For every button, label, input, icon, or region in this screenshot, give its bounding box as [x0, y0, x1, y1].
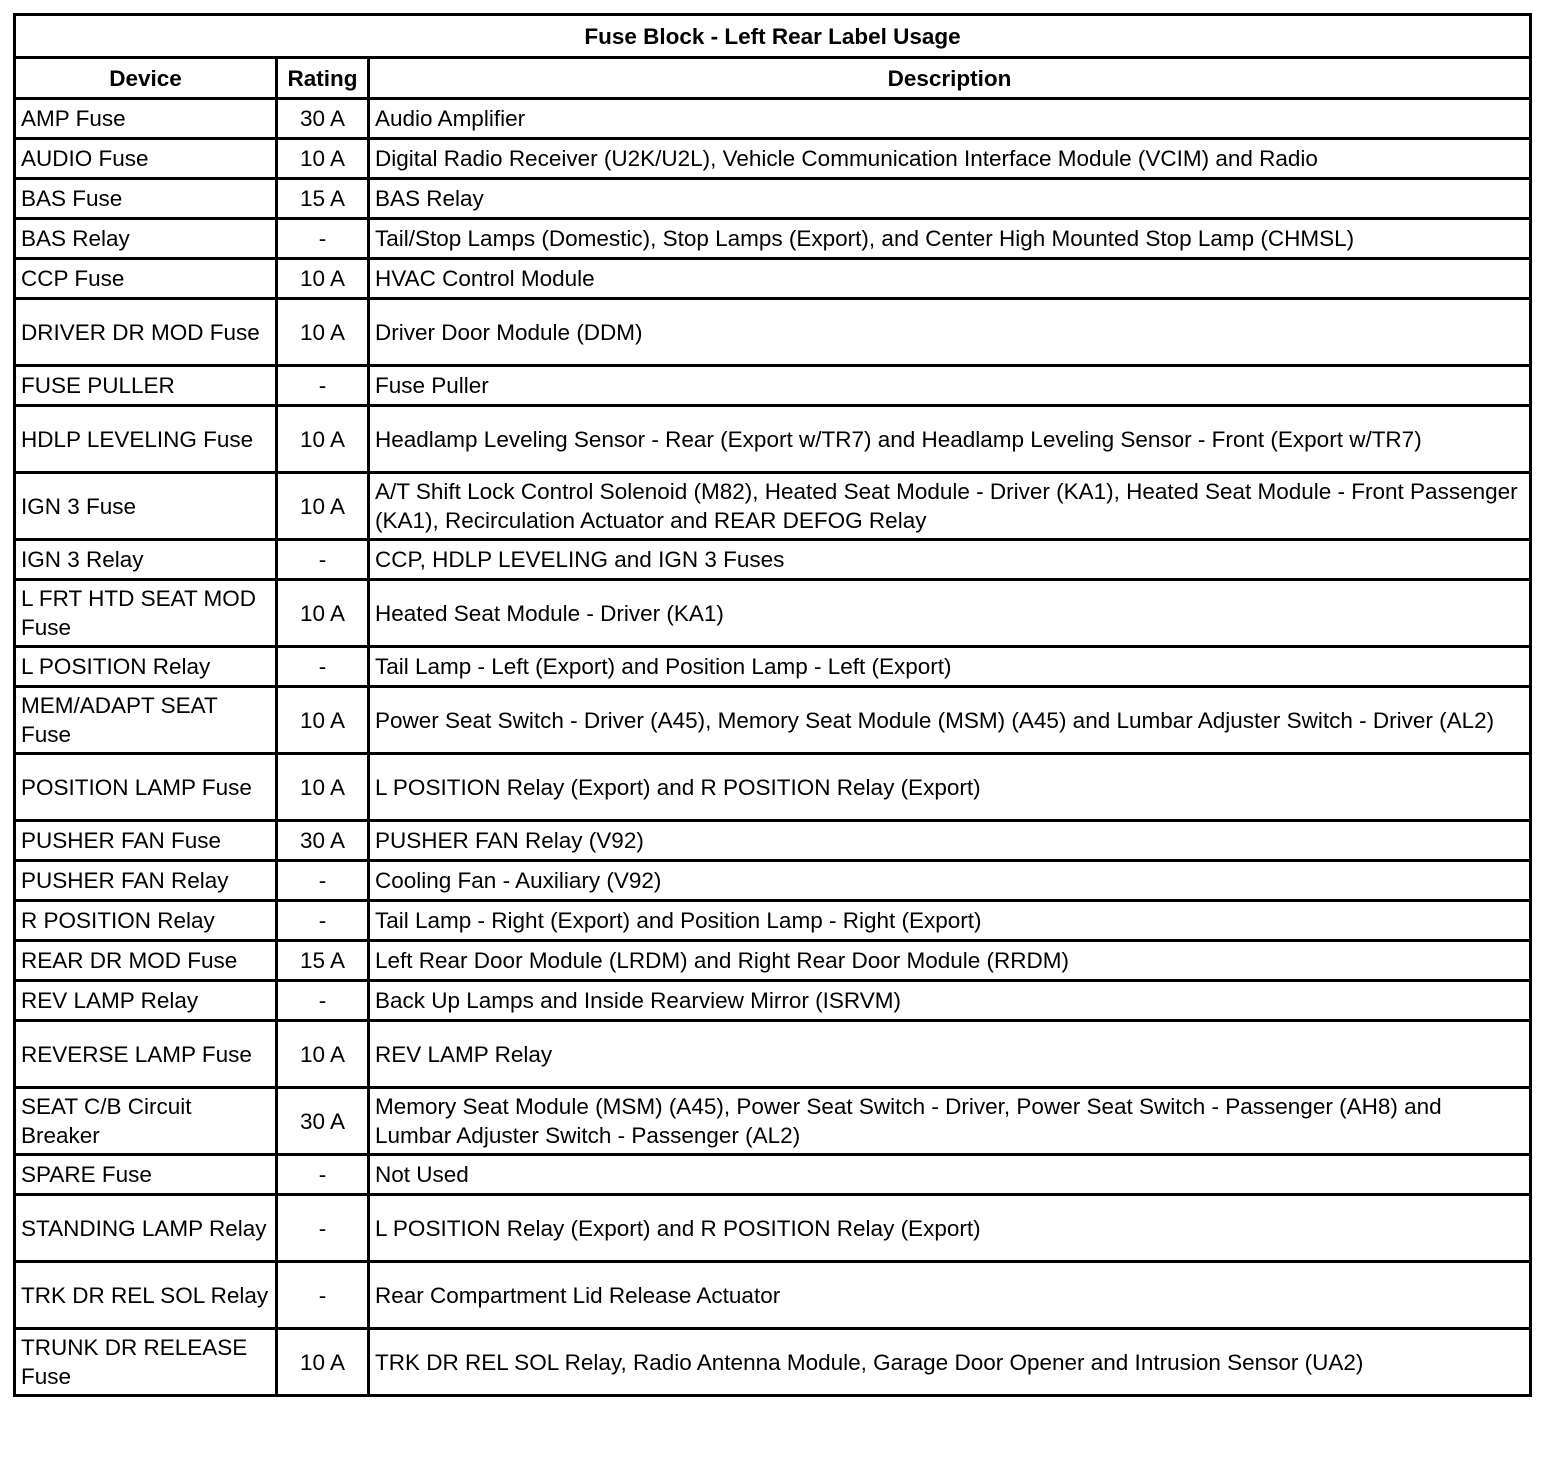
device-cell: R POSITION Relay	[15, 901, 277, 941]
document-page	[13, 13, 1529, 1397]
device-cell: SEAT C/B Circuit Breaker	[15, 1088, 277, 1155]
description-cell: Driver Door Module (DDM)	[369, 299, 1531, 366]
table-row	[15, 941, 1531, 981]
description-cell: Rear Compartment Lid Release Actuator	[369, 1262, 1531, 1329]
rating-cell: -	[277, 861, 369, 901]
table-row	[15, 299, 1531, 366]
table-row	[15, 406, 1531, 473]
device-cell: BAS Fuse	[15, 179, 277, 219]
rating-cell: -	[277, 1262, 369, 1329]
description-cell: HVAC Control Module	[369, 259, 1531, 299]
description-cell: Headlamp Leveling Sensor - Rear (Export w/TR7) and Headlamp Leveling Sensor - Front (Export w/TR7)	[369, 406, 1531, 473]
description-cell: Not Used	[369, 1155, 1531, 1195]
rating-cell: 10 A	[277, 580, 369, 647]
rating-cell: 15 A	[277, 179, 369, 219]
table-row	[15, 1021, 1531, 1088]
device-cell: TRK DR REL SOL Relay	[15, 1262, 277, 1329]
description-cell: Left Rear Door Module (LRDM) and Right Rear Door Module (RRDM)	[369, 941, 1531, 981]
description-cell: A/T Shift Lock Control Solenoid (M82), Heated Seat Module - Driver (KA1), Heated Seat Module - Front Passenger (KA1), Recirculation Actuator and REAR DEFOG Relay	[369, 473, 1531, 540]
fuse-usage-table	[13, 13, 1532, 1397]
table-row	[15, 901, 1531, 941]
description-cell: Power Seat Switch - Driver (A45), Memory Seat Module (MSM) (A45) and Lumbar Adjuster Switch - Driver (AL2)	[369, 687, 1531, 754]
device-cell: L FRT HTD SEAT MOD Fuse	[15, 580, 277, 647]
device-cell: SPARE Fuse	[15, 1155, 277, 1195]
rating-cell: -	[277, 1195, 369, 1262]
table-row	[15, 1262, 1531, 1329]
device-cell: CCP Fuse	[15, 259, 277, 299]
rating-cell: 10 A	[277, 687, 369, 754]
description-cell: Tail Lamp - Right (Export) and Position Lamp - Right (Export)	[369, 901, 1531, 941]
table-row	[15, 861, 1531, 901]
table-title-row	[15, 15, 1531, 58]
description-cell: PUSHER FAN Relay (V92)	[369, 821, 1531, 861]
device-cell: L POSITION Relay	[15, 647, 277, 687]
rating-cell: -	[277, 1155, 369, 1195]
rating-cell: 30 A	[277, 1088, 369, 1155]
rating-cell: 10 A	[277, 406, 369, 473]
rating-cell: 10 A	[277, 754, 369, 821]
rating-cell: 10 A	[277, 299, 369, 366]
description-cell: REV LAMP Relay	[369, 1021, 1531, 1088]
device-cell: IGN 3 Fuse	[15, 473, 277, 540]
description-cell: Tail Lamp - Left (Export) and Position Lamp - Left (Export)	[369, 647, 1531, 687]
table-row	[15, 1195, 1531, 1262]
description-cell: BAS Relay	[369, 179, 1531, 219]
table-row	[15, 754, 1531, 821]
device-cell: FUSE PULLER	[15, 366, 277, 406]
description-cell: TRK DR REL SOL Relay, Radio Antenna Module, Garage Door Opener and Intrusion Sensor (UA2)	[369, 1329, 1531, 1396]
rating-cell: 30 A	[277, 821, 369, 861]
device-cell: REAR DR MOD Fuse	[15, 941, 277, 981]
description-cell: Digital Radio Receiver (U2K/U2L), Vehicle Communication Interface Module (VCIM) and Radio	[369, 139, 1531, 179]
column-header-description: Description	[369, 58, 1531, 99]
description-cell: Memory Seat Module (MSM) (A45), Power Seat Switch - Driver, Power Seat Switch - Passenger (AH8) and Lumbar Adjuster Switch - Passenger (AL2)	[369, 1088, 1531, 1155]
table-row	[15, 179, 1531, 219]
device-cell: MEM/ADAPT SEAT Fuse	[15, 687, 277, 754]
table-row	[15, 687, 1531, 754]
device-cell: REVERSE LAMP Fuse	[15, 1021, 277, 1088]
description-cell: L POSITION Relay (Export) and R POSITION Relay (Export)	[369, 754, 1531, 821]
device-cell: BAS Relay	[15, 219, 277, 259]
device-cell: PUSHER FAN Fuse	[15, 821, 277, 861]
table-row	[15, 1329, 1531, 1396]
table-row	[15, 259, 1531, 299]
rating-cell: -	[277, 540, 369, 580]
device-cell: IGN 3 Relay	[15, 540, 277, 580]
rating-cell: -	[277, 981, 369, 1021]
table-title: Fuse Block - Left Rear Label Usage	[15, 15, 1531, 58]
rating-cell: 10 A	[277, 1329, 369, 1396]
table-row	[15, 139, 1531, 179]
description-cell: Cooling Fan - Auxiliary (V92)	[369, 861, 1531, 901]
rating-cell: -	[277, 901, 369, 941]
rating-cell: 10 A	[277, 1021, 369, 1088]
table-row	[15, 821, 1531, 861]
table-row	[15, 1088, 1531, 1155]
table-row	[15, 540, 1531, 580]
device-cell: POSITION LAMP Fuse	[15, 754, 277, 821]
device-cell: STANDING LAMP Relay	[15, 1195, 277, 1262]
rating-cell: -	[277, 219, 369, 259]
rating-cell: 10 A	[277, 139, 369, 179]
device-cell: PUSHER FAN Relay	[15, 861, 277, 901]
table-row	[15, 647, 1531, 687]
table-row	[15, 366, 1531, 406]
description-cell: Heated Seat Module - Driver (KA1)	[369, 580, 1531, 647]
table-row	[15, 473, 1531, 540]
rating-cell: 10 A	[277, 259, 369, 299]
device-cell: REV LAMP Relay	[15, 981, 277, 1021]
column-header-rating: Rating	[277, 58, 369, 99]
table-row	[15, 580, 1531, 647]
table-row	[15, 1155, 1531, 1195]
device-cell: AMP Fuse	[15, 99, 277, 139]
rating-cell: 15 A	[277, 941, 369, 981]
table-row	[15, 219, 1531, 259]
description-cell: Fuse Puller	[369, 366, 1531, 406]
device-cell: DRIVER DR MOD Fuse	[15, 299, 277, 366]
table-header-row	[15, 58, 1531, 99]
description-cell: Audio Amplifier	[369, 99, 1531, 139]
device-cell: AUDIO Fuse	[15, 139, 277, 179]
description-cell: Back Up Lamps and Inside Rearview Mirror (ISRVM)	[369, 981, 1531, 1021]
description-cell: CCP, HDLP LEVELING and IGN 3 Fuses	[369, 540, 1531, 580]
table-row	[15, 981, 1531, 1021]
rating-cell: 10 A	[277, 473, 369, 540]
device-cell: TRUNK DR RELEASE Fuse	[15, 1329, 277, 1396]
description-cell: L POSITION Relay (Export) and R POSITION Relay (Export)	[369, 1195, 1531, 1262]
device-cell: HDLP LEVELING Fuse	[15, 406, 277, 473]
description-cell: Tail/Stop Lamps (Domestic), Stop Lamps (Export), and Center High Mounted Stop Lamp (CHMSL)	[369, 219, 1531, 259]
column-header-device: Device	[15, 58, 277, 99]
rating-cell: 30 A	[277, 99, 369, 139]
rating-cell: -	[277, 647, 369, 687]
table-row	[15, 99, 1531, 139]
rating-cell: -	[277, 366, 369, 406]
